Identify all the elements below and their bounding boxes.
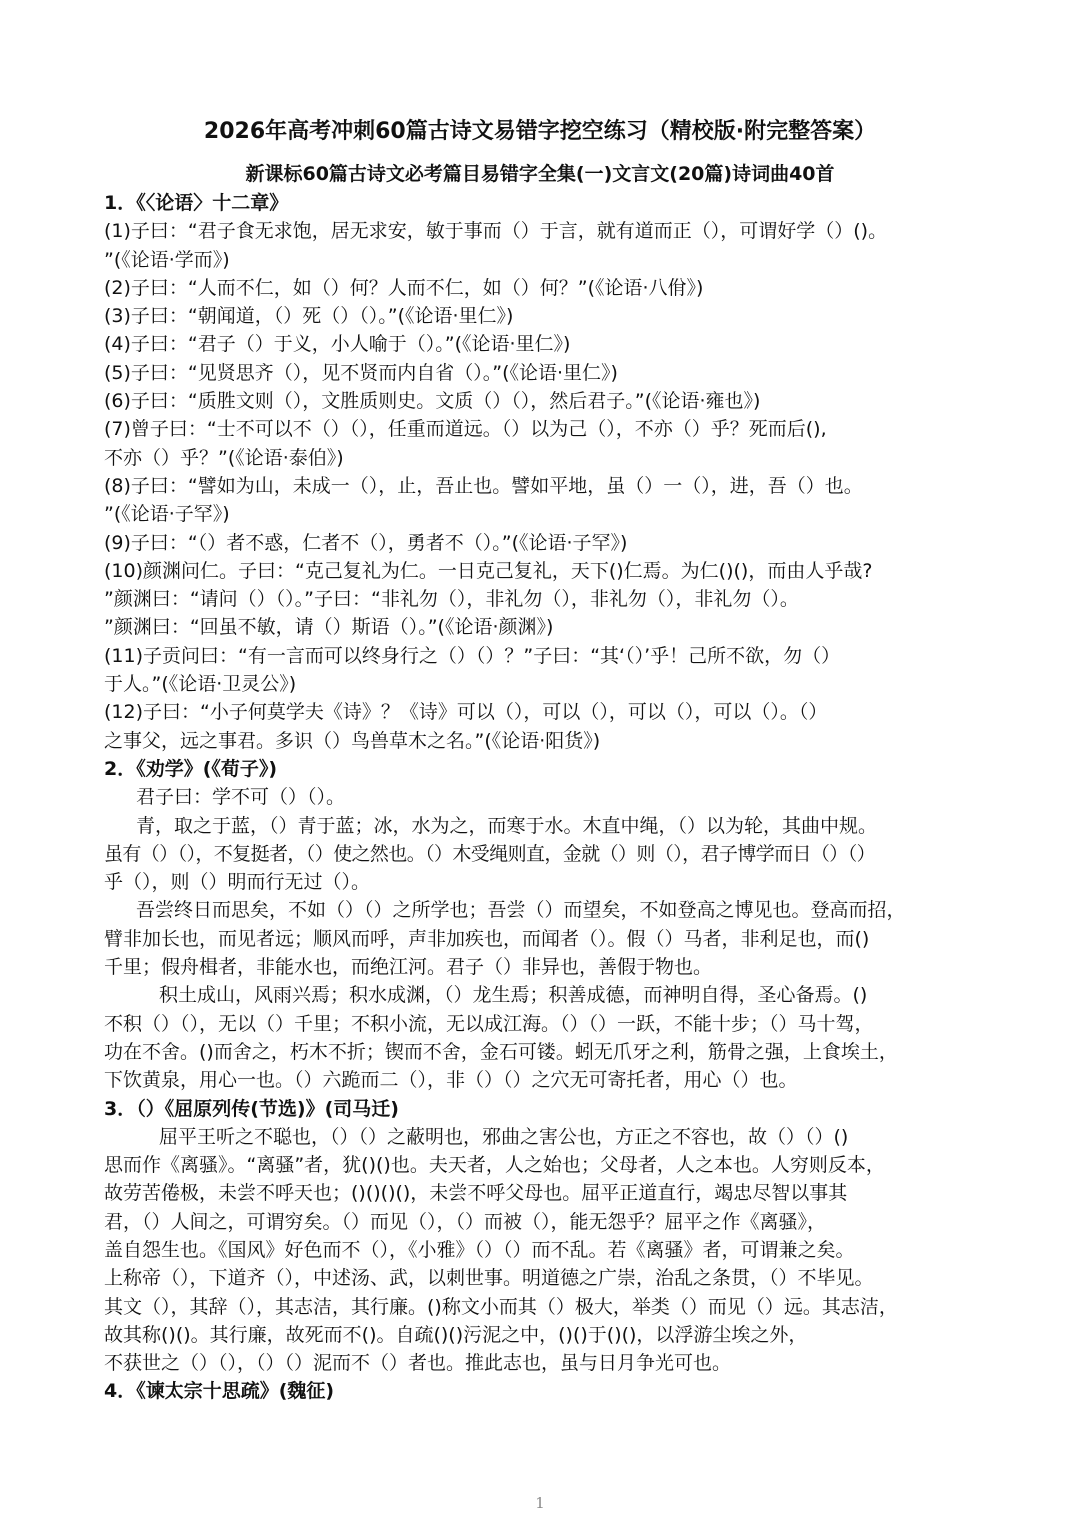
text-line: ”颜渊曰：“回虽不敏，请（）斯语（）。”(《论语·颜渊》)	[104, 616, 554, 639]
text-line: 虽有（）（），不复挺者，（）使之然也。（）木受绳则直，金就（）则（），君子博学而日（）（）	[104, 842, 876, 865]
text-line: 故劳苦倦极，未尝不呼天也；()()()()，未尝不呼父母也。屈平正道直行，竭忠尽智以事其	[104, 1182, 848, 1205]
text-line: 青，取之于蓝，（）青于蓝；冰，水为之，而寒于水。木直中绳，（）以为轮，其曲中规。	[136, 814, 878, 837]
text-line: 上称帝（），下道齐（），中述汤、武，以刺世事。明道德之广崇，治乱之条贯，（）不毕见。	[104, 1267, 874, 1290]
text-line: (8)子曰：“譬如为山，未成一（），止，吾止也。譬如平地，虽（）一（），进，吾（）也。	[104, 474, 863, 497]
text-line: 下饮黄泉，用心一也。（）六跪而二（），非（）（）之穴无可寄托者，用心（）也。	[104, 1069, 798, 1092]
text-line: 千里；假舟楫者，非能水也，而绝江河。君子（）非异也，善假于物也。	[104, 956, 713, 979]
text-line: (5)子曰：“见贤思齐（），见不贤而内自省（）。”(《论语·里仁》)	[104, 361, 618, 384]
text-line: 其文（），其辞（），其志洁，其行廉。()称文小而其（）极大，举类（）而见（）远。其志洁，	[104, 1295, 898, 1318]
text-line: (9)子曰：“（）者不惑，仁者不（），勇者不（）。”(《论语·子罕》)	[104, 531, 628, 554]
text-line: (4)子曰：“君子（）于义，小人喻于（）。”(《论语·里仁》)	[104, 333, 571, 356]
section-heading: 1．《〈论语〉十二章》	[104, 192, 289, 214]
document-body	[104, 189, 1034, 1406]
text-line: 盖自怨生也。《国风》好色而不（），《小雅》（）（）而不乱。若《离骚》者，可谓兼之矣。	[104, 1238, 855, 1261]
text-line: 吾尝终日而思矣，不如（）（）之所学也；吾尝（）而望矣，不如登高之博见也。登高而招，	[136, 899, 906, 922]
text-line: 乎（），则（）明而行无过（）。	[104, 871, 371, 894]
text-line: 积土成山，风雨兴焉；积水成渊，（）龙生焉；积善成德，而神明自得，圣心备焉。()	[159, 984, 868, 1007]
text-line: (2)子曰：“人而不仁，如（）何？人而不仁，如（）何？”(《论语·八佾》)	[104, 276, 704, 299]
text-line: 君子曰：学不可（）（）。	[136, 786, 346, 809]
text-line: 于人。”(《论语·卫灵公》)	[104, 673, 297, 696]
document-title: 2026年高考冲刺60篇古诗文易错字挖空练习（精校版·附完整答案）	[203, 119, 877, 144]
text-line: 臂非加长也，而见者远；顺风而呼，声非加疾也，而闻者（）。假（）马者，非利足也，而()	[104, 927, 870, 950]
section-heading: 4．《谏太宗十思疏》(魏征)	[104, 1380, 335, 1403]
section-heading: 2．《劝学》(《荀子》)	[104, 757, 278, 780]
text-line: 不获世之（）（），（）（）泥而不（）者也。推此志也，虽与日月争光可也。	[104, 1352, 732, 1375]
document-subtitle: 新课标60篇古诗文必考篇目易错字全集(一)文言文(20篇)诗词曲40首	[245, 163, 835, 185]
text-line: 不积（）（），无以（）千里；不积小流，无以成江海。（）（）一跃，不能十步；（）马十驾，	[104, 1012, 874, 1035]
text-line: ”颜渊曰：“请问（）（）。”子曰：“非礼勿（），非礼勿（），非礼勿（），非礼勿（）。	[104, 588, 799, 611]
text-line: (10)颜渊问仁。子曰：“克己复礼为仁。一日克己复礼，天下()仁焉。为仁()()，而由人乎哉?	[104, 559, 873, 582]
section-heading: 3．（）《屈原列传(节选)》(司马迁)	[104, 1097, 399, 1120]
text-line: (6)子曰：“质胜文则（），文胜质则史。文质（）（），然后君子。”(《论语·雍也》)	[104, 390, 761, 413]
page-number: 1	[535, 1494, 545, 1512]
text-line: 之事父，远之事君。多识（）鸟兽草木之名。”(《论语·阳货》)	[104, 729, 601, 752]
text-line: 屈平王听之不聪也，（）（）之蔽明也，邪曲之害公也，方正之不容也，故（）（）()	[159, 1125, 849, 1148]
text-line: 思而作《离骚》。“离骚”者，犹()()也。夫天者，人之始也；父母者，人之本也。人穷则反本，	[104, 1154, 885, 1177]
text-line: 故其称()()。其行廉，故死而不()。自疏()()污泥之中，()()于()()，以浮游尘埃之外，	[104, 1323, 808, 1346]
text-line: (1)子曰：“君子食无求饱，居无求安，敏于事而（）于言，就有道而正（），可谓好学（）()。	[104, 220, 888, 243]
text-line: 不亦（）乎？”(《论语·泰伯》)	[104, 446, 344, 469]
text-line: (3)子曰：“朝闻道，（）死（）（）。”(《论语·里仁》)	[104, 305, 514, 328]
text-line: 功在不舍。()而舍之，朽木不折；锲而不舍，金石可镂。蚓无爪牙之利，筋骨之强，上食埃土，	[104, 1040, 898, 1063]
text-line: (11)子贡问曰：“有一言而可以终身行之（）（）？”子曰：“其‘（）’乎！己所不欲，勿（）	[104, 644, 841, 667]
text-line: ”(《论语·学而》)	[104, 248, 230, 271]
text-line: (7)曾子曰：“士不可以不（）（），任重而道远。（）以为己（），不亦（）乎？死而后(),	[104, 418, 827, 441]
text-line: 君，（）人间之，可谓穷矣。（）而见（），（）而被（），能无怨乎？屈平之作《离骚》，	[104, 1210, 827, 1233]
text-line: (12)子曰：“小子何莫学夫《诗》？《诗》可以（），可以（），可以（），可以（）。（）	[104, 701, 828, 724]
text-line: ”(《论语·子罕》)	[104, 503, 230, 526]
